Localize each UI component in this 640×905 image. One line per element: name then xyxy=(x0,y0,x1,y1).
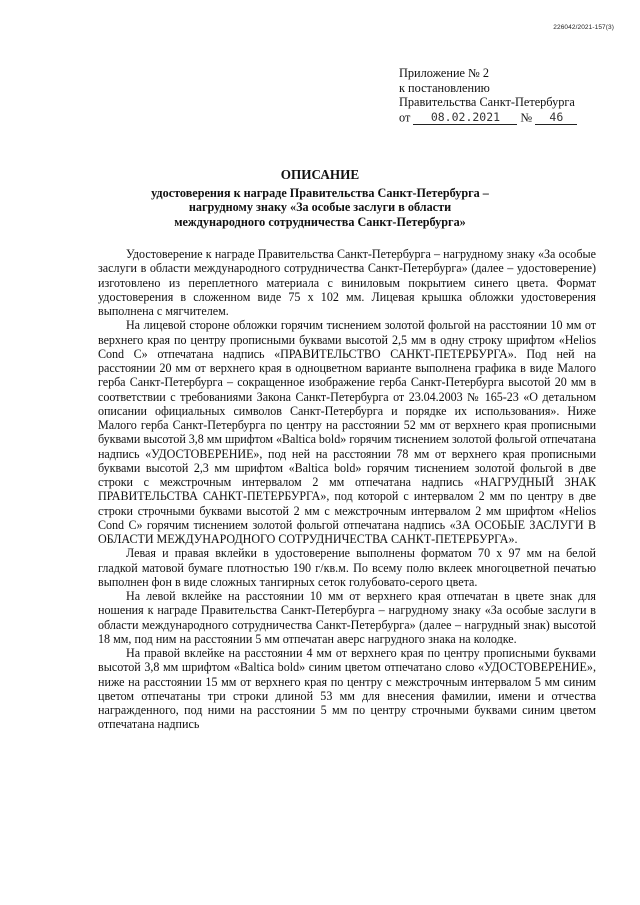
document-body xyxy=(98,247,596,732)
appendix-block xyxy=(399,66,577,125)
paragraph-4: На левой вклейке на расстоянии 10 мм от верхнего края отпечатан в цвете знак для ношения к награде Правительства Санкт-Петербурга – нагрудному знаку «За особые заслуги в области международного сотрудничества Санкт-Петербурга» (далее – нагрудный знак) высотой 18 мм, под ним на расстоянии 5 мм отпечатан аверс нагрудного знака на колодке. xyxy=(98,589,596,646)
date-prefix: от xyxy=(399,110,411,125)
appendix-line-1: Приложение № 2 xyxy=(399,66,490,80)
paragraph-5: На правой вклейке на расстоянии 4 мм от верхнего края по центру прописными буквами высотой 3,8 мм шрифтом «Baltica bold» синим цветом отпечатано слово «УДОСТОВЕРЕНИЕ», ниже на расстоянии 15 мм от верхнего края по центру с межстрочным интервалом 5 мм синим цветом отпечатаны три строки длиной 53 мм для внесения фамилии, имени и отчества награжденного, под ними на расстоянии 5 мм по центру строчными буквами синим цветом отпечатана надпись xyxy=(98,646,596,732)
paragraph-2: На лицевой стороне обложки горячим тиснением золотой фольгой на расстоянии 10 мм от верхнего края по центру прописными буквами высотой 2,5 мм в одну строку шрифтом «Helios Cond C» отпечатана надпись «ПРАВИТЕЛЬСТВО САНКТ-ПЕТЕРБУРГА». Под ней на расстоянии 20 мм от верхнего края в одноцветном варианте выполнена графика в виде Малого герба Санкт-Петербурга – сокращенное изображение герба Санкт-Петербурга высотой 20 мм в соответствии с требованиями Закона Санкт-Петербурга от 23.04.2003 № 165-23 «О детальном описании официальных символов Санкт-Петербурга и порядке их использования». Ниже Малого герба Санкт-Петербурга по центру на расстоянии 52 мм от верхнего края прописными буквами высотой 3,8 мм шрифтом «Baltica bold» горячим тиснением золотой фольгой отпечатана надпись «УДОСТОВЕРЕНИЕ», под ней на расстоянии 78 мм от верхнего края прописными буквами высотой 2,3 мм шрифтом «Baltica bold» горячим тиснением золотой фольгой в две строки с межстрочным интервалом 2 мм отпечатана надпись «НАГРУДНЫЙ ЗНАК ПРАВИТЕЛЬСТВА САНКТ-ПЕТЕРБУРГА», под которой с интервалом 2 мм по центру в две строки строчными буквами высотой 2 мм с межстрочным интервалом 2 мм шрифтом «Helios Cond C» горячим тиснением золотой фольгой отпечатана надпись «ЗА ОСОБЫЕ ЗАСЛУГИ В ОБЛАСТИ МЕЖДУНАРОДНОГО СОТРУДНИЧЕСТВА САНКТ-ПЕТЕРБУРГА». xyxy=(98,318,596,546)
paragraph-3: Левая и правая вклейки в удостоверение выполнены форматом 70 х 97 мм на белой гладкой матовой бумаге плотностью 190 г/кв.м. По всему полю вклеек многоцветной печатью выполнен фон в виде сложных тангирных сеток голубовато-серого цвета. xyxy=(98,546,596,589)
subtitle-line-1: удостоверения к награде Правительства Санкт-Петербурга – xyxy=(151,186,489,200)
number-prefix: № xyxy=(520,110,533,125)
subtitle-line-3: международного сотрудничества Санкт-Петербурга» xyxy=(174,214,466,229)
appendix-date-line xyxy=(399,110,577,125)
date-value: 08.02.2021 xyxy=(413,110,517,125)
number-value: 46 xyxy=(535,110,577,125)
appendix-line-2: к постановлению xyxy=(399,80,490,95)
appendix-line-3: Правительства Санкт-Петербурга xyxy=(399,95,575,110)
document-id: 226042/2021-157(3) xyxy=(553,24,614,31)
document-title: ОПИСАНИЕ xyxy=(280,167,360,182)
paragraph-1: Удостоверение к награде Правительства Санкт-Петербурга – нагрудному знаку «За особые заслуги в области международного сотрудничества Санкт-Петербурга» (далее – удостоверение) изготовлено из переплетного материала с виниловым покрытием синего цвета. Формат удостоверения в сложенном виде 75 х 102 мм. Лицевая крышка обложки удостоверения выполнена с мягчителем. xyxy=(98,247,596,318)
subtitle-line-2: нагрудному знаку «За особые заслуги в области xyxy=(188,200,452,215)
document-subtitle xyxy=(100,186,540,229)
